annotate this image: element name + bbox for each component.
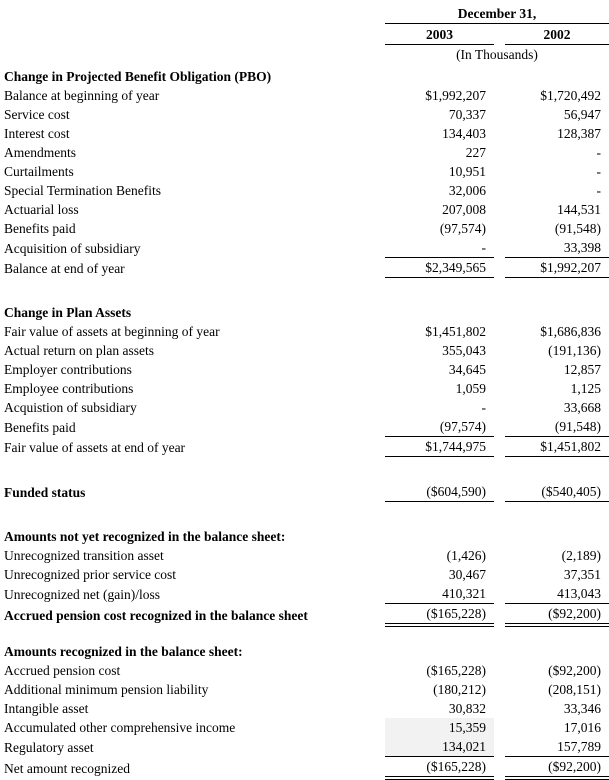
value-2003-cell: $1,451,802 (425, 324, 486, 339)
value-2002-cell: $1,992,207 (505, 258, 609, 278)
row-label: Unrecognized transition asset (4, 548, 164, 563)
table-row (0, 699, 609, 718)
section-title: Change in Plan Assets (4, 305, 132, 320)
value-2002-cell: 1,125 (570, 381, 601, 396)
row-label: Accumulated other comprehensive income (4, 720, 236, 735)
column-gap (494, 258, 505, 278)
row-label: Amendments (4, 145, 76, 160)
units-header: (In Thousands) (456, 47, 538, 62)
row-label: Balance at beginning of year (4, 88, 160, 103)
value-2003-cell: (97,574) (439, 419, 486, 434)
table-row (0, 680, 609, 699)
column-gap (494, 437, 505, 457)
value-2002-cell: 33,668 (563, 400, 601, 415)
section-spacer-row (0, 457, 609, 483)
section-title-row (0, 527, 609, 546)
column-gap (494, 322, 505, 341)
row-label: Fair value of assets at beginning of year (4, 324, 220, 339)
value-2002-cell: (91,548) (554, 419, 601, 434)
year-2003-header: 2003 (385, 24, 494, 45)
value-2003-cell: 207,008 (442, 202, 486, 217)
row-label: Employee contributions (4, 381, 134, 396)
row-label: Benefits paid (4, 221, 76, 236)
value-2002-cell: (91,548) (554, 221, 601, 236)
table-row (0, 737, 609, 757)
section-spacer-row (0, 278, 609, 304)
column-gap (494, 737, 505, 757)
value-2003-cell: 134,403 (442, 126, 486, 141)
header-row-years (0, 24, 609, 45)
section-title-row (0, 303, 609, 322)
column-gap (494, 238, 505, 258)
value-2003-cell: ($165,228) (426, 663, 486, 678)
value-2002-cell: - (596, 164, 601, 179)
header-spacer-cell (0, 3, 385, 24)
row-label: Benefits paid (4, 419, 76, 435)
value-2003-cell: 10,951 (448, 164, 486, 179)
row-label: Acquistion of subsidiary (4, 400, 137, 415)
value-2002-cell: 33,346 (563, 701, 601, 716)
row-label: Interest cost (4, 126, 70, 141)
value-2002-cell: (2,189) (561, 548, 601, 563)
column-gap (494, 680, 505, 699)
value-2002-cell: ($92,200) (505, 604, 609, 626)
table-row (0, 181, 609, 200)
row-label: Actual return on plan assets (4, 343, 154, 358)
table-row (0, 238, 609, 258)
column-gap (494, 699, 505, 718)
table-row (0, 341, 609, 360)
value-2003-cell: 15,359 (385, 718, 494, 737)
table-row (0, 757, 609, 779)
value-2003-cell: 34,645 (448, 362, 486, 377)
row-label: Net amount recognized (4, 761, 130, 776)
column-gap (494, 398, 505, 417)
row-label: Regulatory asset (4, 739, 94, 755)
table-row (0, 200, 609, 219)
column-gap (494, 604, 505, 626)
value-2002-cell: 157,789 (505, 737, 609, 757)
column-gap (494, 162, 505, 181)
value-2002-cell: 33,398 (563, 240, 601, 255)
row-label: Acquisition of subsidiary (4, 240, 141, 256)
value-2002-cell: (191,136) (548, 343, 601, 358)
value-2003-cell: ($165,228) (385, 757, 494, 779)
value-2003-cell: - (481, 240, 486, 255)
row-label: Accrued pension cost recognized in the balance sheet (4, 608, 308, 623)
table-row (0, 162, 609, 181)
column-gap (494, 565, 505, 584)
column-gap (494, 417, 505, 437)
header-spacer-cell (0, 45, 385, 68)
value-2003-cell: 227 (465, 145, 486, 160)
column-gap (494, 379, 505, 398)
column-gap (494, 219, 505, 238)
value-2003-cell: $2,349,565 (385, 258, 494, 278)
table-row (0, 718, 609, 737)
value-2003-cell: 70,337 (448, 107, 486, 122)
row-label: Actuarial loss (4, 202, 79, 217)
value-2003-cell: - (481, 400, 486, 415)
section-spacer-row (0, 625, 609, 642)
table-row (0, 417, 609, 437)
column-gap (494, 757, 505, 779)
value-2003-cell: 355,043 (442, 343, 486, 358)
table-row (0, 437, 609, 457)
value-2003-cell: ($165,228) (385, 604, 494, 626)
date-column-header: December 31, (385, 3, 609, 24)
row-label: Accrued pension cost (4, 663, 121, 678)
row-label: Employer contributions (4, 362, 132, 377)
value-2002-cell: 413,043 (505, 584, 609, 604)
column-gap (494, 86, 505, 105)
section-title-row (0, 642, 609, 661)
value-2003-cell: $1,744,975 (385, 437, 494, 457)
row-label: Unrecognized net (gain)/loss (4, 586, 160, 602)
table-row (0, 124, 609, 143)
column-gap (494, 143, 505, 162)
value-2003-cell: $1,992,207 (425, 88, 486, 103)
row-label: Fair value of assets at end of year (4, 439, 186, 455)
table-row (0, 398, 609, 417)
column-gap (494, 482, 505, 502)
row-label: Service cost (4, 107, 70, 122)
table-row (0, 482, 609, 502)
header-spacer-cell (0, 24, 385, 45)
value-2002-cell: $1,451,802 (505, 437, 609, 457)
row-label: Additional minimum pension liability (4, 682, 209, 697)
section-spacer-row (0, 502, 609, 528)
value-2003-cell: (97,574) (439, 221, 486, 236)
year-2002-header: 2002 (505, 24, 609, 45)
table-row (0, 565, 609, 584)
table-row (0, 219, 609, 238)
row-label: Balance at end of year (4, 260, 125, 276)
column-gap (494, 124, 505, 143)
table-row (0, 661, 609, 680)
value-2002-cell: $1,686,836 (540, 324, 601, 339)
value-2002-cell: $1,720,492 (540, 88, 601, 103)
value-2002-cell: 17,016 (563, 720, 601, 735)
value-2002-cell: ($92,200) (505, 757, 609, 779)
table-row (0, 86, 609, 105)
row-label: Funded status (4, 484, 86, 500)
value-2002-cell: - (596, 145, 601, 160)
row-label: Unrecognized prior service cost (4, 567, 177, 582)
value-2003-cell: 410,321 (385, 584, 494, 604)
value-2003-cell: ($604,590) (385, 482, 494, 502)
section-title: Amounts not yet recognized in the balance sheet: (4, 529, 286, 544)
value-2003-cell: 134,021 (385, 737, 494, 757)
column-gap (494, 584, 505, 604)
column-gap (494, 546, 505, 565)
table-row (0, 379, 609, 398)
row-label: Intangible asset (4, 701, 89, 716)
value-2003-cell: 30,467 (448, 567, 486, 582)
value-2002-cell: 56,947 (563, 107, 601, 122)
row-label: Curtailments (4, 164, 74, 179)
value-2003-cell: (1,426) (446, 548, 486, 563)
value-2002-cell: 12,857 (563, 362, 601, 377)
table-row (0, 360, 609, 379)
value-2002-cell: (208,151) (548, 682, 601, 697)
table-row (0, 258, 609, 278)
table-row (0, 105, 609, 124)
column-gap (494, 718, 505, 737)
value-2002-cell: 37,351 (563, 567, 601, 582)
section-title-row (0, 67, 609, 86)
value-2002-cell: 128,387 (557, 126, 601, 141)
value-2003-cell: 32,006 (448, 183, 486, 198)
table-row (0, 604, 609, 626)
column-gap (494, 341, 505, 360)
value-2003-cell: 1,059 (455, 381, 486, 396)
row-label: Special Termination Benefits (4, 183, 162, 198)
table-row (0, 546, 609, 565)
value-2002-cell: - (596, 183, 601, 198)
value-2003-cell: 30,832 (448, 701, 486, 716)
column-gap (494, 200, 505, 219)
table-row (0, 322, 609, 341)
value-2002-cell: ($92,200) (548, 663, 601, 678)
column-gap (494, 661, 505, 680)
column-gap (494, 360, 505, 379)
header-row-date (0, 3, 609, 24)
section-title: Amounts recognized in the balance sheet: (4, 644, 243, 659)
header-row-units (0, 45, 609, 68)
value-2002-cell: ($540,405) (505, 482, 609, 502)
table-row (0, 584, 609, 604)
pension-benefit-table (0, 3, 609, 780)
section-title: Change in Projected Benefit Obligation (PBO) (4, 69, 272, 84)
table-row (0, 143, 609, 162)
value-2003-cell: (180,212) (433, 682, 486, 697)
value-2002-cell: 144,531 (557, 202, 601, 217)
column-gap (494, 105, 505, 124)
column-gap (494, 181, 505, 200)
column-gap (494, 24, 505, 45)
